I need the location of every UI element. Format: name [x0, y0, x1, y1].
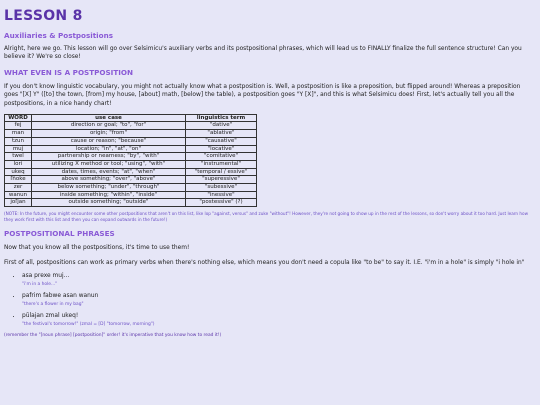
header-word: WORD — [5, 114, 32, 122]
table-row — [5, 191, 257, 199]
cell-word: muj — [5, 145, 32, 153]
table-row — [5, 145, 257, 153]
example-item — [22, 293, 536, 307]
cell-linguistics-term: "ablative" — [186, 130, 257, 138]
cell-use-case: location; "in", "at", "on" — [32, 145, 186, 153]
reminder-note: (remember the "[noun phrase] [postposition]" order! it's imperative that you know how to read it!) — [4, 332, 222, 338]
header-linguistics-term: linguistics term — [186, 114, 257, 122]
example-translation: "there's a flower in my bag" — [22, 301, 84, 307]
table-row — [5, 153, 257, 161]
header-use-case: use case — [32, 114, 186, 122]
phrases-explanation: First of all, postpositions can work as primary verbs when there's nothing else, which means you don't need a copula like "to be" to say it. I.E. "i'm in a hole" is simply "i hole in" — [4, 259, 525, 266]
example-translation: "i'm in a hole..." — [22, 281, 58, 287]
cell-use-case: outside something; "outside" — [32, 199, 186, 207]
cell-word: twel — [5, 153, 32, 161]
cell-linguistics-term: "causative" — [186, 137, 257, 145]
table-row — [5, 184, 257, 192]
cell-linguistics-term: "inessive" — [186, 191, 257, 199]
cell-linguistics-term: "dative" — [186, 122, 257, 130]
cell-word: joľjan — [5, 199, 32, 207]
cell-use-case: dates, times, events; "at", "when" — [32, 168, 186, 176]
cell-use-case: partnership or nearness; "by", "with" — [32, 153, 186, 161]
cell-word: ukeq — [5, 168, 32, 176]
cell-word: lori — [5, 160, 32, 168]
cell-word: tzun — [5, 137, 32, 145]
example-translation: "the festival's tomorrow!" (zmal = [D] "tomorrow, morning") — [22, 321, 155, 327]
cell-word: fej — [5, 122, 32, 130]
cell-use-case: utilizing X method or tool; "using", "with" — [32, 160, 186, 168]
table-header-row — [5, 114, 257, 122]
cell-use-case: below something; "under", "through" — [32, 184, 186, 192]
table-row — [5, 176, 257, 184]
cell-linguistics-term: "comitative" — [186, 153, 257, 161]
cell-word: ľňoke — [5, 176, 32, 184]
example-item — [22, 273, 536, 287]
postposition-explanation: If you don't know linguistic vocabulary, you might not actually know what a postposition is. Well, a postposition is like a preposition, but flipped around! Whereas a preposition goes "[X] Y" ([to] the town, [from] my house, [about] math, [below] the table), a postposition goes "Y [X]", and this is what Selsimicu does! First, let's actually tell you all the postpositions, in a nice handy chart! — [4, 84, 521, 107]
table-row — [5, 199, 257, 207]
cell-use-case: inside something; "within", "inside" — [32, 191, 186, 199]
example-phrase: asa prexe muj... — [22, 272, 70, 279]
example-phrase: pŭlajan zmal ukeq! — [22, 312, 79, 319]
lesson-subtitle: Auxiliaries & Postpositions — [4, 31, 113, 40]
table-row — [5, 130, 257, 138]
intro-paragraph: Alright, here we go. This lesson will go over Selsimicu's auxiliary verbs and its postpositional phrases, which will lead us to FINALLY finalize the full sentence structure! Can you believe it? We're so close! — [4, 46, 522, 61]
cell-linguistics-term: "instrumental" — [186, 160, 257, 168]
cell-word: man — [5, 130, 32, 138]
cell-use-case: above something; "over", "above" — [32, 176, 186, 184]
lesson-title: LESSON 8 — [4, 8, 83, 24]
table-row — [5, 160, 257, 168]
cell-word: zer — [5, 184, 32, 192]
example-phrase: pafrim fabwe asan wanun — [22, 292, 99, 299]
cell-use-case: direction or goal; "to", "for" — [32, 122, 186, 130]
table-row — [5, 137, 257, 145]
cell-use-case: origin; "from" — [32, 130, 186, 138]
example-item — [22, 313, 536, 327]
cell-linguistics-term: "superessive" — [186, 176, 257, 184]
cell-linguistics-term: "postessive" (?) — [186, 199, 257, 207]
section-heading-phrases: POSTPOSITIONAL PHRASES — [4, 229, 115, 239]
cell-linguistics-term: "locative" — [186, 145, 257, 153]
cell-linguistics-term: "subessive" — [186, 184, 257, 192]
phrases-intro: Now that you know all the postpositions, it's time to use them! — [4, 245, 190, 252]
examples-list — [4, 273, 536, 327]
postposition-table — [4, 114, 257, 207]
table-row — [5, 168, 257, 176]
section-heading-postposition: WHAT EVEN IS A POSTPOSITION — [4, 68, 134, 78]
table-row — [5, 122, 257, 130]
note-paragraph: (NOTE: In the future, you might encounter some other postpositions that aren't on this list, like lop "against, versus" and zuke "without"! However, they're not going to show up in the rest of the lessons, so don't worry about it too hard. Just learn how they work first with this list and then you can expand outwards in the future!) — [4, 211, 529, 222]
cell-linguistics-term: "temporal / essive" — [186, 168, 257, 176]
cell-use-case: cause or reason; "because" — [32, 137, 186, 145]
cell-word: wanun — [5, 191, 32, 199]
